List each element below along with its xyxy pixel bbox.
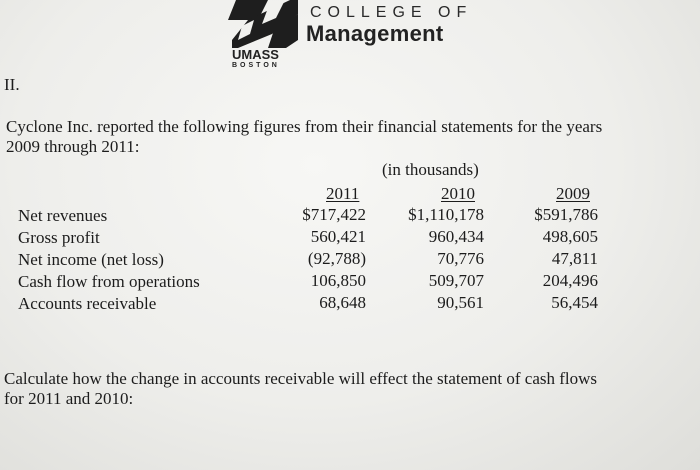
intro-line: 2009 through 2011:: [6, 137, 140, 156]
table-cell: 498,605: [542, 227, 598, 246]
table-cell: 106,850: [310, 271, 366, 290]
college-of-heading: COLLEGE OF: [310, 4, 473, 21]
table-cell: 70,776: [437, 249, 484, 268]
table-cell: (92,788): [307, 249, 366, 268]
table-cell: 47,811: [551, 249, 598, 268]
row-label-accounts-receivable: Accounts receivable: [18, 294, 157, 313]
table-cell: 560,421: [310, 227, 366, 246]
row-label-cash-flow: Cash flow from operations: [18, 272, 200, 291]
management-heading: Management: [306, 21, 444, 46]
table-cell: $717,422: [302, 205, 366, 224]
table-cell: 960,434: [428, 227, 484, 246]
row-label-net-income: Net income (net loss): [18, 250, 164, 269]
intro-paragraph: [6, 117, 696, 157]
section-number: II.: [4, 75, 20, 94]
logo-wordmark: UMASS: [232, 47, 279, 62]
row-label-gross-profit: Gross profit: [18, 228, 100, 247]
year-header-2011: 2011: [326, 184, 360, 203]
intro-line: Cyclone Inc. reported the following figures from their financial statements for the years: [6, 117, 603, 136]
table-cell: 90,561: [437, 293, 484, 312]
table-cell: $1,110,178: [408, 205, 484, 224]
table-cell: 56,454: [551, 293, 598, 312]
year-header-2010: 2010: [441, 184, 475, 203]
question-paragraph: [4, 369, 694, 409]
table-cell: 204,496: [542, 271, 598, 290]
table-cell: 509,707: [428, 271, 484, 290]
question-line: for 2011 and 2010:: [4, 389, 134, 408]
units-note: (in thousands): [382, 160, 479, 179]
question-line: Calculate how the change in accounts receivable will effect the statement of cash flows: [4, 369, 598, 388]
table-cell: 68,648: [319, 293, 366, 312]
year-header-2009: 2009: [556, 184, 590, 203]
logo-subtitle: BOSTON: [232, 62, 280, 69]
table-cell: $591,786: [534, 205, 598, 224]
umass-logo-icon: [228, 0, 298, 54]
row-label-net-revenues: Net revenues: [18, 206, 108, 225]
